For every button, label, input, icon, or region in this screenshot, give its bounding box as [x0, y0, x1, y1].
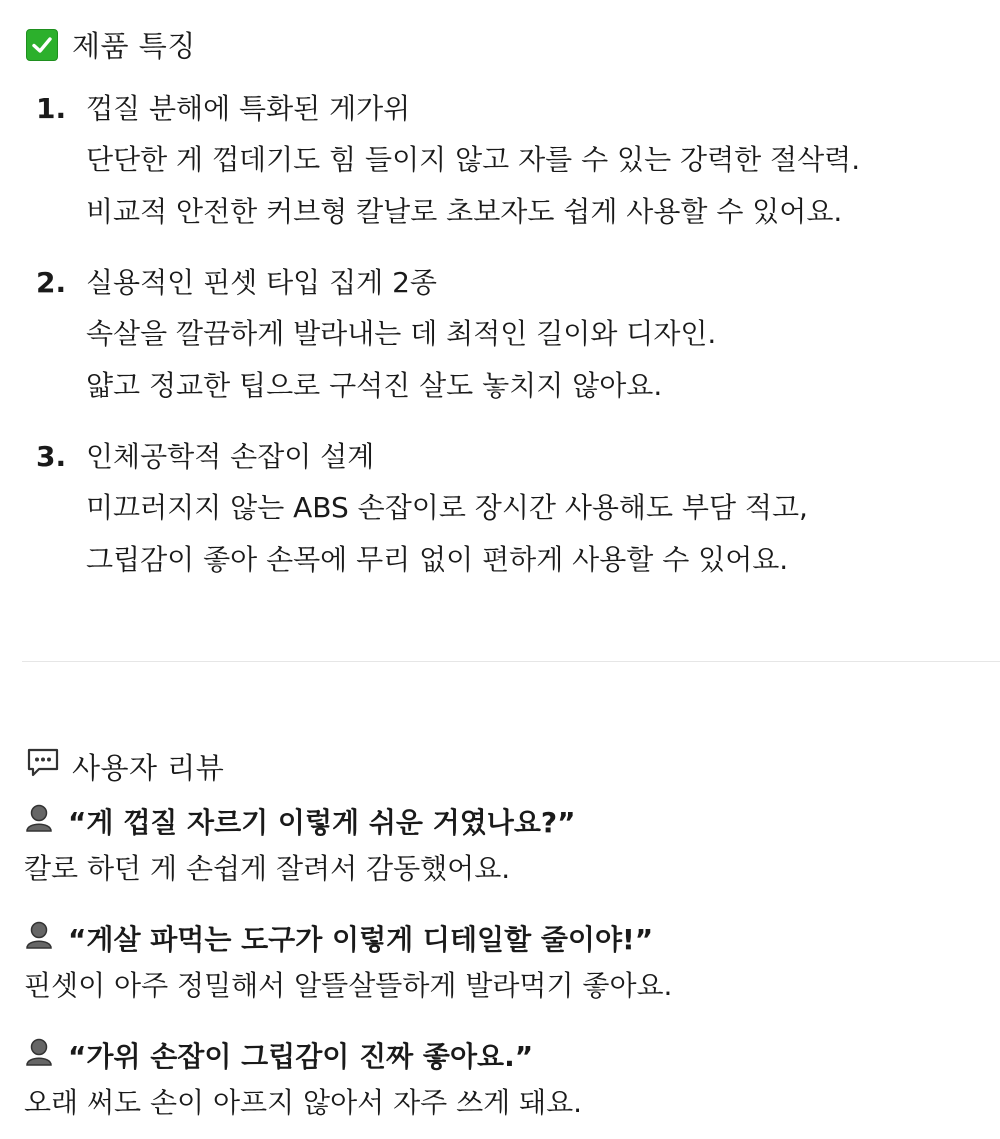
- review-item: [24, 915, 984, 1011]
- feature-item: [36, 432, 986, 586]
- feature-number: 3.: [36, 440, 67, 473]
- feature-desc-line: 얇고 정교한 팁으로 구석진 살도 놓치지 않아요.: [86, 369, 663, 402]
- feature-desc-line: 단단한 게 껍데기도 힘 들이지 않고 자를 수 있는 강력한 절삭력.: [86, 143, 861, 176]
- section-divider: [22, 661, 1000, 662]
- feature-desc-line: 속살을 깔끔하게 발라내는 데 최적인 길이와 디자인.: [86, 317, 717, 350]
- reviews-title: 사용자 리뷰: [72, 751, 225, 785]
- review-quote: “가위 손잡이 그립감이 진짜 좋아요.”: [68, 1040, 534, 1073]
- speech-balloon-icon: [26, 747, 60, 786]
- reviews-header: [26, 746, 224, 787]
- feature-title: 인체공학적 손잡이 설계: [86, 440, 375, 473]
- feature-title: 실용적인 핀셋 타입 집게 2종: [86, 266, 437, 299]
- feature-desc-line: 그립감이 좋아 손목에 무리 없이 편하게 사용할 수 있어요.: [86, 543, 789, 576]
- feature-desc-line: 비교적 안전한 커브형 칼날로 초보자도 쉽게 사용할 수 있어요.: [86, 195, 843, 228]
- review-quote: “게살 파먹는 도구가 이렇게 디테일할 줄이야!”: [68, 923, 654, 956]
- feature-desc-line: 미끄러지지 않는 ABS 손잡이로 장시간 사용해도 부담 적고,: [86, 491, 808, 524]
- person-silhouette-icon: [24, 920, 54, 957]
- review-text: 오래 써도 손이 아프지 않아서 자주 쓰게 돼요.: [24, 1086, 583, 1119]
- person-silhouette-icon: [24, 1037, 54, 1074]
- feature-number: 2.: [36, 266, 67, 299]
- person-silhouette-icon: [24, 803, 54, 840]
- review-item: [24, 1032, 984, 1128]
- features-title: 제품 특징: [72, 29, 196, 63]
- features-header: [26, 24, 196, 65]
- review-text: 칼로 하던 게 손쉽게 잘려서 감동했어요.: [24, 852, 511, 885]
- feature-item: [36, 258, 986, 412]
- review-text: 핀셋이 아주 정밀해서 알뜰살뜰하게 발라먹기 좋아요.: [24, 969, 673, 1002]
- review-item: [24, 798, 984, 894]
- feature-number: 1.: [36, 92, 67, 125]
- feature-title: 껍질 분해에 특화된 게가위: [86, 92, 411, 125]
- review-quote: “게 껍질 자르기 이렇게 쉬운 거였나요?”: [68, 806, 576, 839]
- feature-item: [36, 84, 986, 238]
- check-mark-button-icon: [26, 29, 58, 61]
